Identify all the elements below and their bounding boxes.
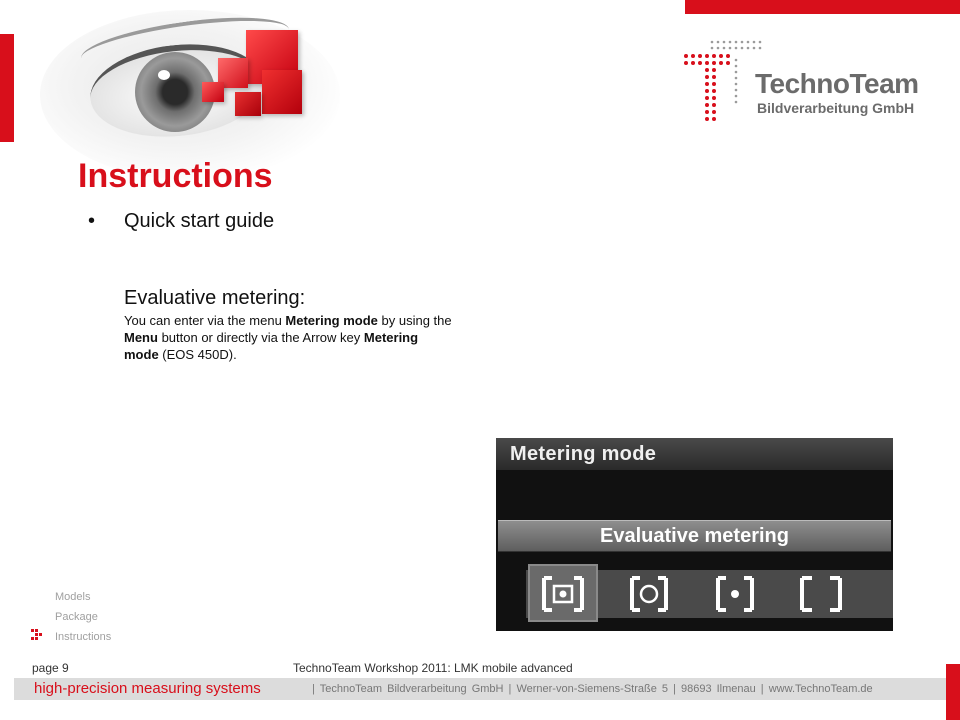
active-nav-marker-icon [31,629,45,643]
bullet-text: Quick start guide [124,210,275,232]
evaluative-metering-icon[interactable] [528,564,598,622]
footer-tagline: high-precision measuring systems [34,680,261,697]
left-accent-stripe [0,34,14,142]
footer-contact-info: | TechnoTeam Bildverarbeitung GmbH | Werner-von-Siemens-Straße 5 | 98693 Ilmenau | www.TechnoTeam.de [312,683,873,695]
partial-metering-icon[interactable] [614,570,684,618]
red-cube [262,70,302,114]
bullet-marker: • [88,210,96,232]
top-accent-bar [685,0,960,14]
section-body-text: (EOS 450D). [158,347,237,362]
section-body-text: You can enter via the menu [124,313,286,328]
red-cube [202,82,224,102]
logo-title: TechnoTeam [755,68,919,99]
nav-item-package[interactable]: Package [55,611,98,623]
metering-mode-strip [526,570,893,618]
camera-screen [496,438,893,631]
page-title: Instructions [78,157,273,195]
spot-metering-icon[interactable] [700,570,770,618]
eye-glint [158,70,170,80]
side-nav [55,589,111,649]
footer-title: TechnoTeam Workshop 2011: LMK mobile advanced [293,661,573,675]
section-body-emphasis: Metering mode [285,313,378,328]
section-body-text: by using the [377,313,452,328]
logo-subtitle: Bildverarbeitung GmbH [757,100,915,116]
bullet-item [88,210,274,233]
footer-bar [14,678,960,700]
right-accent-stripe [946,664,960,720]
nav-item-instructions[interactable]: Instructions [55,631,112,643]
page-number: page 9 [32,661,69,675]
metering-option-highlight[interactable] [498,520,891,552]
center-weighted-metering-icon[interactable] [786,570,856,618]
camera-screen-title: Metering mode [510,443,657,465]
metering-option-label: Evaluative metering [600,525,789,547]
section-heading: Evaluative metering: [124,287,306,309]
section-body-emphasis: Menu [124,330,158,345]
red-cube [235,92,261,116]
section-body-emphasis: Metering mode [124,330,419,362]
nav-item-models[interactable]: Models [55,591,91,603]
technoteam-logo [682,38,919,128]
section-body-text: button or directly via the Arrow key [157,330,364,345]
logo-dot-mark-icon [682,38,762,122]
camera-screen-header [496,438,893,470]
section-body [124,312,454,363]
